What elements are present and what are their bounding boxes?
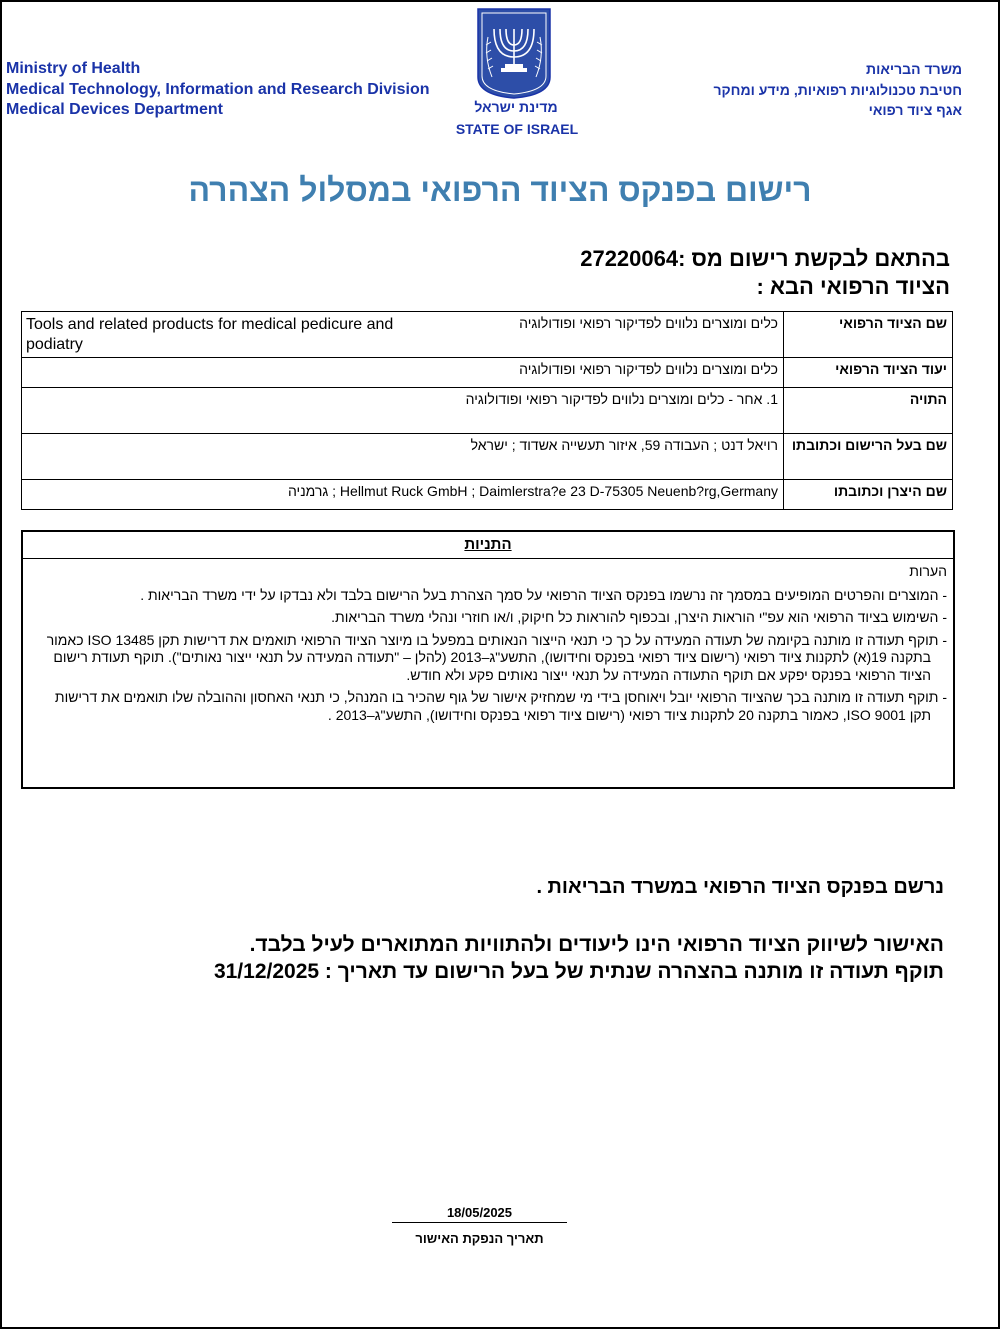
row-label: שם בעל הרישום וכתובתו [784,434,953,480]
table-row [22,388,953,434]
conditions-box [21,530,955,789]
row-value: 1. אחר - כלים ומוצרים נלווים לפדיקור רפואי ופודולוגיה [22,388,784,434]
device-name-en: Tools and related products for medical pedicure and podiatry [26,316,394,353]
condition-item: - המוצרים והפרטים המופיעים במסמך זה נרשמו בפנקס הציוד הרפואי על סמך הצהרת בעל הרישום בלבד ולא נבדקו על ידי משרד הבריאות . [140,586,947,603]
device-info-table [21,311,953,510]
table-row [22,358,953,388]
condition-item: - השימוש בציוד הרפואי הוא עפ"י הוראות היצרן, ובכפוף להוראות כל חיקוק, ו/או חוזרי ונהלי משרד הבריאות. [331,609,947,625]
menorah-emblem-icon [476,7,552,99]
device-name-he: כלים ומוצרים נלווים לפדיקור רפואי ופודולוגיה [519,315,778,331]
conditions-heading: התניות [23,532,953,559]
header-english [6,59,429,121]
row-value: Hellmut Ruck GmbH ; Daimlerstra?e 23 D-75305 Neuenb?rg,Germany ; גרמניה [22,480,784,510]
row-label: התויה [784,388,953,434]
division-name-en: Medical Technology, Information and Research Division [6,80,430,98]
request-block [580,245,950,301]
department-name-he: אגף ציוד רפואי [868,102,962,118]
row-label: שם היצרן וכתובתו [784,480,953,510]
condition-item: - תוקף תעודה זו מותנה בכך שהציוד הרפואי יובל ויאוחסן בידי מי שמחזיק אישור של גוף שהכיר בו המנהל, כי תנאי האחסון וההובלה שלו תואמים את דרישות תקן ISO 9001, כאמור בתקנה 20 לתקנות ציוד רפואי (רישום ציוד רפואי בפנקס וחידושו), התשע"ג–2013 . [54,689,947,723]
registered-statement: נרשם בפנקס הציוד הרפואי במשרד הבריאות . [536,876,944,898]
row-label: שם הציוד הרפואי [784,312,953,358]
header-hebrew [713,59,962,121]
state-name-en: STATE OF ISRAEL [455,121,579,137]
ministry-name-en: Ministry of Health [6,60,141,77]
row-label: יעוד הציוד הרפואי [784,358,953,388]
row-value [22,312,784,358]
request-device-line: הציוד הרפואי הבא : [756,274,950,299]
table-row [22,312,953,358]
notes-label: הערות [909,563,947,579]
request-number-line: בהתאם לבקשת רישום מס :27220064 [580,246,950,271]
state-name-he: מדינת ישראל [474,99,558,115]
division-name-he: חטיבת טכנולוגיות רפואיות, מידע ומחקר [713,81,962,98]
approval-statement: האישור לשיווק הציוד הרפואי הינו ליעודים ולהתוויות המתוארים לעיל בלבד. [249,933,944,956]
department-name-en: Medical Devices Department [6,101,223,118]
table-row [22,434,953,480]
conditions-body [23,559,953,724]
page-title: רישום בפנקס הציוד הרפואי במסלול הצהרה [188,172,812,208]
condition-item: - תוקף תעודה זו מותנה בקיומה של תעודה המעידה על כך כי תנאי הייצור הנאותים במפעל בו מיוצר הציוד הרפואי תואמים את דרישות תקן ISO 13485 כאמור בתקנה 19(א) לתקנות ציוד רפואי (רישום ציוד רפואי בפנקס וחידושו), התשע"ג–2013 (להלן – "תעודה המעידה על תנאי ייצור נאותים"). תוקף תעודת רישום הציוד הרפואי בפנקס יפקע אם תוקף התעודה המעידה על תנאי ייצור נאותים פקע ולא חודש. [46,631,947,683]
row-value: כלים ומוצרים נלווים לפדיקור רפואי ופודולוגיה [22,358,784,388]
row-value: רויאל דנט ; העבודה 59, איזור תעשייה אשדוד ; ישראל [22,434,784,480]
approval-block [214,931,944,985]
issue-date: 18/05/2025 [392,1205,567,1223]
ministry-name-he: משרד הבריאות [866,61,962,77]
issue-date-label: תאריך הנפקת האישור [415,1231,544,1246]
table-row [22,480,953,510]
validity-statement: תוקף תעודה זו מותנה בהצהרה שנתית של בעל הרישום עד תאריך : 31/12/2025 [213,960,944,983]
